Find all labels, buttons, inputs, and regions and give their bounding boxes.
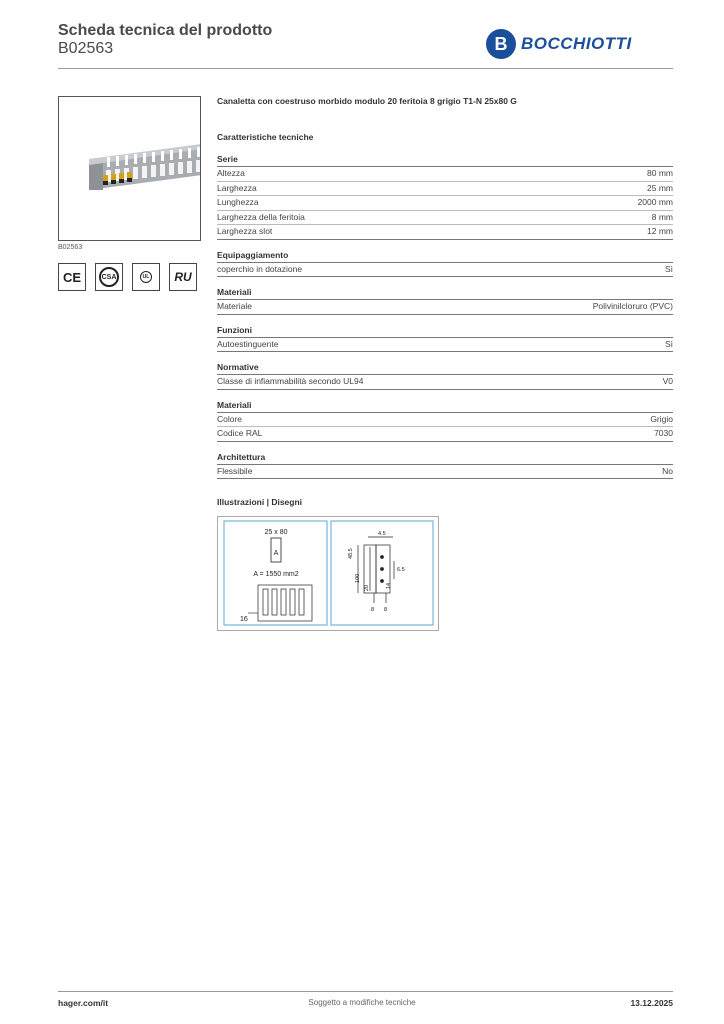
group-title: Serie (217, 154, 673, 167)
spec-row (217, 413, 673, 428)
csa-mark-icon: CSA (95, 263, 123, 291)
spec-group-serie (217, 154, 673, 240)
spec-content (217, 96, 673, 631)
spec-row (217, 182, 673, 197)
spec-value: No (662, 465, 673, 476)
ul-recognized-icon: RU (169, 263, 197, 291)
spec-value: Sì (664, 263, 673, 274)
group-title: Equipaggiamento (217, 250, 673, 263)
dim-8-left-label: 8 (371, 607, 375, 613)
spec-value: 80 mm (647, 168, 673, 178)
footer-divider (58, 991, 673, 992)
spec-row (217, 300, 673, 315)
spec-label: Autoestinguente (217, 338, 279, 349)
spec-row (217, 225, 673, 240)
spec-value: Polivinilcloruro (PVC) (592, 301, 673, 311)
spec-value: 25 mm (647, 182, 673, 193)
group-title: Normative (217, 362, 673, 375)
spec-group-materiali (217, 287, 673, 315)
spec-label: Altezza (217, 168, 245, 178)
group-title: Funzioni (217, 325, 673, 338)
spec-value: Grigio (650, 413, 673, 424)
spec-value: 7030 (654, 428, 673, 438)
spec-value: Sì (664, 338, 673, 349)
spec-label: Colore (217, 413, 243, 424)
drawing-svg (218, 517, 438, 630)
photo-caption: B02563 (58, 244, 83, 251)
illustrations-title: Illustrazioni | Disegni (217, 497, 303, 507)
side-profile-view (358, 537, 394, 603)
dim-20-label: 20 (364, 584, 370, 591)
spec-group-normative (217, 362, 673, 390)
spec-value: 8 mm (651, 211, 673, 222)
spec-label: Materiale (217, 301, 252, 311)
footer-website-link[interactable]: hager.com/it (58, 998, 109, 1008)
ul-listed-icon: UL (132, 263, 160, 291)
spec-row (217, 427, 673, 442)
slotted-duct-view (258, 585, 312, 621)
certification-logos (58, 263, 197, 291)
spec-value: 12 mm (647, 226, 673, 236)
footer-notice: Soggetto a modifiche tecniche (308, 998, 416, 1007)
product-photo (58, 96, 201, 241)
spec-label: Lunghezza (217, 197, 259, 207)
dim-size-label: 25 x 80 (264, 529, 288, 536)
spec-label: Flessibile (217, 465, 253, 476)
spec-row (217, 196, 673, 211)
dim-8-right-label: 8 (384, 607, 388, 613)
spec-row (217, 263, 673, 278)
spec-label: coperchio in dotazione (217, 263, 303, 274)
spec-label: Codice RAL (217, 428, 263, 438)
spec-row (217, 375, 673, 390)
dim-48-5-label: 48.5 (348, 548, 354, 559)
group-title: Architettura (217, 452, 673, 465)
spec-group-materiali-colore (217, 400, 673, 442)
spec-group-equipaggiamento (217, 250, 673, 278)
spec-label: Classe di infiammabilità secondo UL94 (217, 376, 364, 386)
dim-14-label: 14 (386, 582, 392, 589)
dim-16-label: 16 (240, 616, 248, 623)
footer-date: 13.12.2025 (630, 998, 673, 1008)
cable-duct-image (59, 97, 201, 241)
product-name: Canaletta con coestruso morbido modulo 20 feritoia 8 grigio T1-N 25x80 G (217, 96, 517, 106)
spec-label: Larghezza slot (217, 226, 273, 236)
document-title: Scheda tecnica del prodotto (58, 22, 273, 39)
group-title: Materiali (217, 400, 673, 413)
technical-drawing (217, 516, 439, 631)
spec-label: Larghezza (217, 182, 257, 193)
spec-value: V0 (662, 376, 673, 386)
dim-100-label: 100 (355, 573, 361, 583)
spec-row (217, 167, 673, 182)
spec-value: 2000 mm (637, 197, 673, 207)
area-label: A = 1550 mm2 (253, 571, 299, 578)
brand-mark-icon: B (486, 29, 516, 59)
spec-row (217, 338, 673, 353)
spec-row (217, 211, 673, 226)
area-letter: A (273, 550, 279, 557)
dim-6-5-label: 6.5 (397, 567, 405, 573)
brand-name: BOCCHIOTTI (521, 34, 632, 53)
spec-row (217, 465, 673, 480)
product-code: B02563 (58, 40, 114, 57)
spec-group-architettura (217, 452, 673, 480)
section-title: Caratteristiche tecniche (217, 132, 314, 142)
spec-label: Larghezza della feritoia (217, 211, 305, 222)
brand-logo (486, 29, 632, 59)
header-divider (58, 68, 673, 69)
spec-group-funzioni (217, 325, 673, 353)
dim-4-5-label: 4.5 (378, 531, 386, 537)
ce-mark-icon: CE (58, 263, 86, 291)
group-title: Materiali (217, 287, 673, 300)
